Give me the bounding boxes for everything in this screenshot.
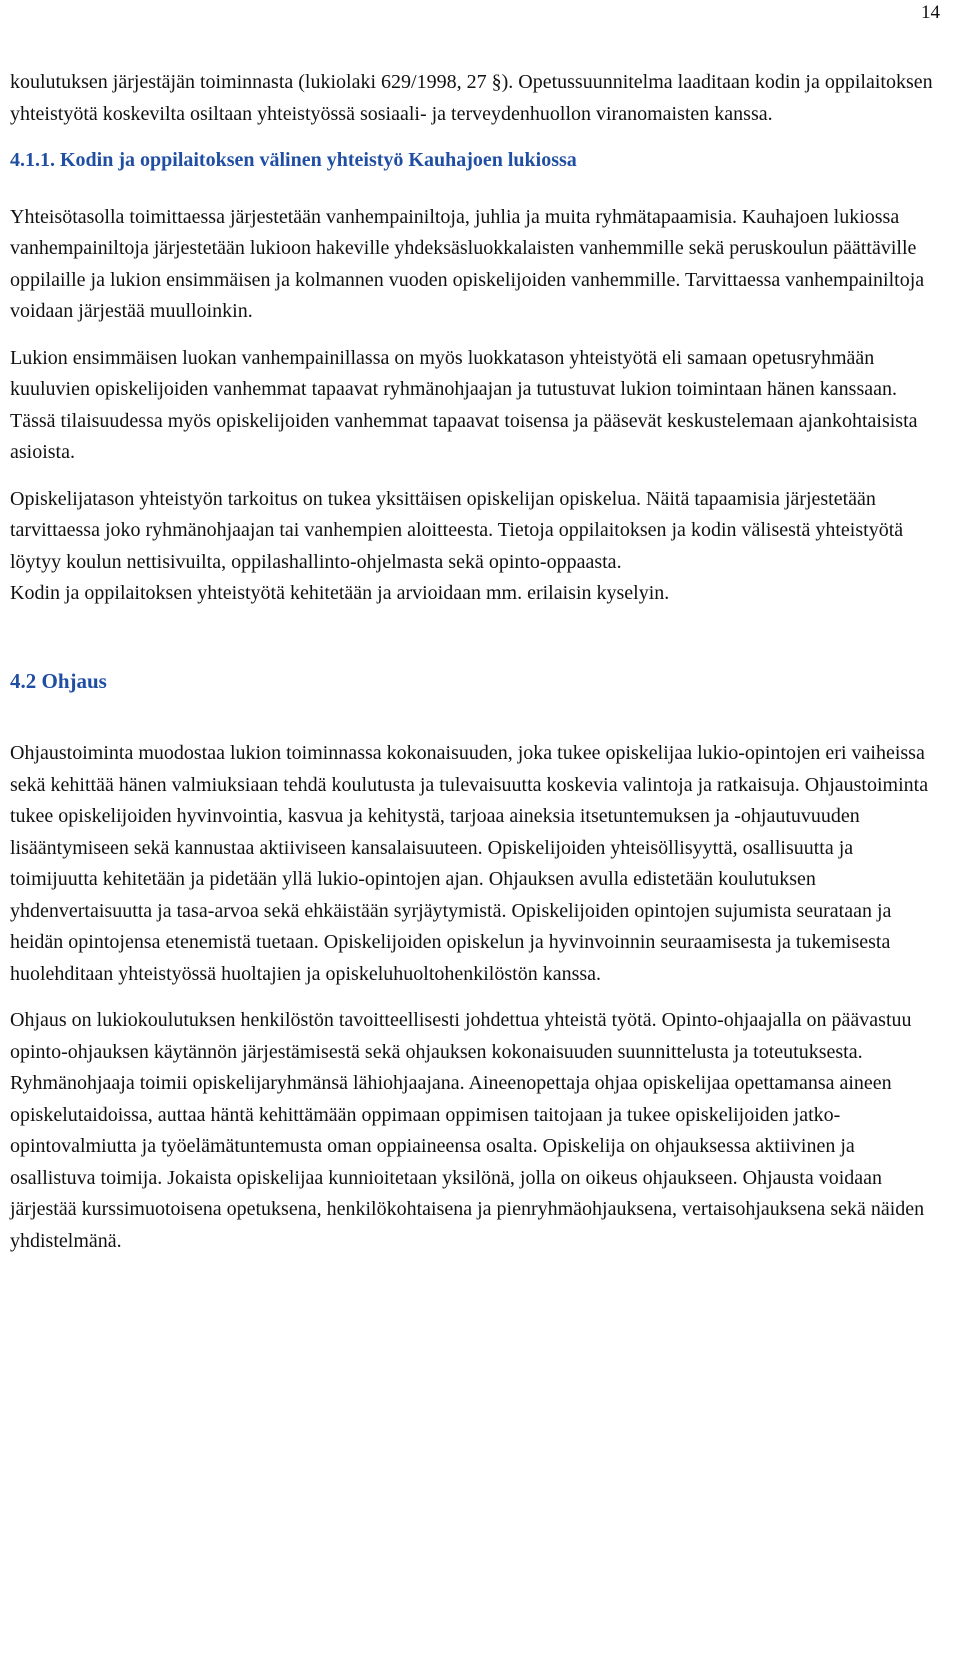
spacer	[10, 328, 940, 343]
spacer	[10, 610, 940, 666]
spacer	[10, 697, 940, 738]
document-body	[10, 67, 940, 1257]
paragraph: Yhteisötasolla toimittaessa järjestetään vanhempainiltoja, juhlia ja muita ryhmätapaamisia. Kauhajoen lukiossa vanhempainiltoja järjestetään lukioon hakeville yhdeksäsluokkalaisten vanhemmille sekä peruskoulun päättäville oppilaille ja lukion ensimmäisen ja kolmannen vuoden opiskelijoiden vanhemmille. Tarvittaessa vanhempainiltoja voidaan järjestää muulloinkin.	[10, 205, 925, 322]
continuation-paragraph: koulutuksen järjestäjän toiminnasta (lukiolaki 629/1998, 27 §). Opetussuunnitelma laaditaan kodin ja oppilaitoksen yhteistyötä koskevilta osiltaan yhteistyössä sosiaali- ja terveydenhuollon viranomaisten kanssa.	[10, 71, 933, 125]
section-heading-4-2: 4.2 Ohjaus	[10, 668, 107, 693]
paragraph: Opiskelijatason yhteistyön tarkoitus on tukea yksittäisen opiskelijan opiskelua. Näitä tapaamisia järjestetään tarvittaessa joko ryhmänohjaajan tai vanhempien aloitteesta. Tietoja oppilaitoksen ja kodin välisestä yhteistyötä löytyy koulun nettisivuilta, oppilashallinto-ohjelmasta sekä opinto-oppaasta.	[10, 487, 904, 573]
spacer	[10, 990, 940, 1005]
section-heading-4-1-1: 4.1.1. Kodin ja oppilaitoksen välinen yhteistyö Kauhajoen lukiossa	[10, 149, 577, 171]
spacer	[10, 469, 940, 484]
spacer	[10, 130, 940, 145]
paragraph: Kodin ja oppilaitoksen yhteistyötä kehitetään ja arvioidaan mm. erilaisin kyselyin.	[10, 582, 670, 604]
paragraph: Ohjaustoiminta muodostaa lukion toiminnassa kokonaisuuden, joka tukee opiskelijaa lukio-opintojen eri vaiheissa sekä kehittää hänen valmiuksiaan tehdä koulutusta ja tulevaisuutta koskevia valintoja ja ratkaisuja. Ohjaustoiminta tukee opiskelijoiden hyvinvointia, kasvua ja kehitystä, tarjoaa aineksia itsetuntemuksen ja -ohjautuvuuden lisääntymiseen sekä kannustaa aktiiviseen kansalaisuuteen. Opiskelijoiden yhteisöllisyyttä, osallisuutta ja toimijuutta kehitetään ja pidetään yllä lukio-opintojen ajan. Ohjauksen avulla edistetään koulutuksen yhdenvertaisuutta ja tasa-arvoa sekä ehkäistään syrjäytymistä. Opiskelijoiden opintojen sujumista seurataan ja heidän opintojensa etenemistä tuetaan. Opiskelijoiden opiskelun ja hyvinvoinnin seuraamisesta ja tukemisesta huolehditaan yhteistyössä huoltajien ja opiskeluhuoltohenkilöstön kanssa.	[10, 742, 929, 985]
spacer	[10, 177, 940, 202]
paragraph: Ohjaus on lukiokoulutuksen henkilöstön tavoitteellisesti johdettua yhteistä työtä. Opinto-ohjaajalla on päävastuu opinto-ohjauksen käytännön järjestämisestä sekä ohjauksen kokonaisuuden suunnittelusta ja toteutuksesta. Ryhmänohjaaja toimii opiskelijaryhmänsä lähiohjaajana. Aineenopettaja ohjaa opiskelijaa opettamansa aineen opiskelutaidoissa, auttaa häntä kehittämään oppimaan oppimisen taitojaan ja tukee opiskelijoiden jatko-opintovalmiutta ja työelämätuntemusta oman oppiaineensa osalta. Opiskelija on ohjauksessa aktiivinen ja osallistuva toimija. Jokaista opiskelijaa kunnioitetaan yksilönä, jolla on oikeus ohjaukseen. Ohjausta voidaan järjestää kurssimuotoisena opetuksena, henkilökohtaisena ja pienryhmäohjauksena, vertaisohjauksena sekä näiden yhdistelmänä.	[10, 1009, 925, 1252]
paragraph: Lukion ensimmäisen luokan vanhempainillassa on myös luokkatason yhteistyötä eli samaan opetusryhmään kuuluvien opiskelijoiden vanhemmat tapaavat ryhmänohjaajan ja tutustuvat lukion toimintaan hänen kanssaan. Tässä tilaisuudessa myös opiskelijoiden vanhemmat tapaavat toisensa ja pääsevät keskustelemaan ajankohtaisista asioista.	[10, 346, 918, 463]
page-number: 14	[921, 2, 940, 23]
